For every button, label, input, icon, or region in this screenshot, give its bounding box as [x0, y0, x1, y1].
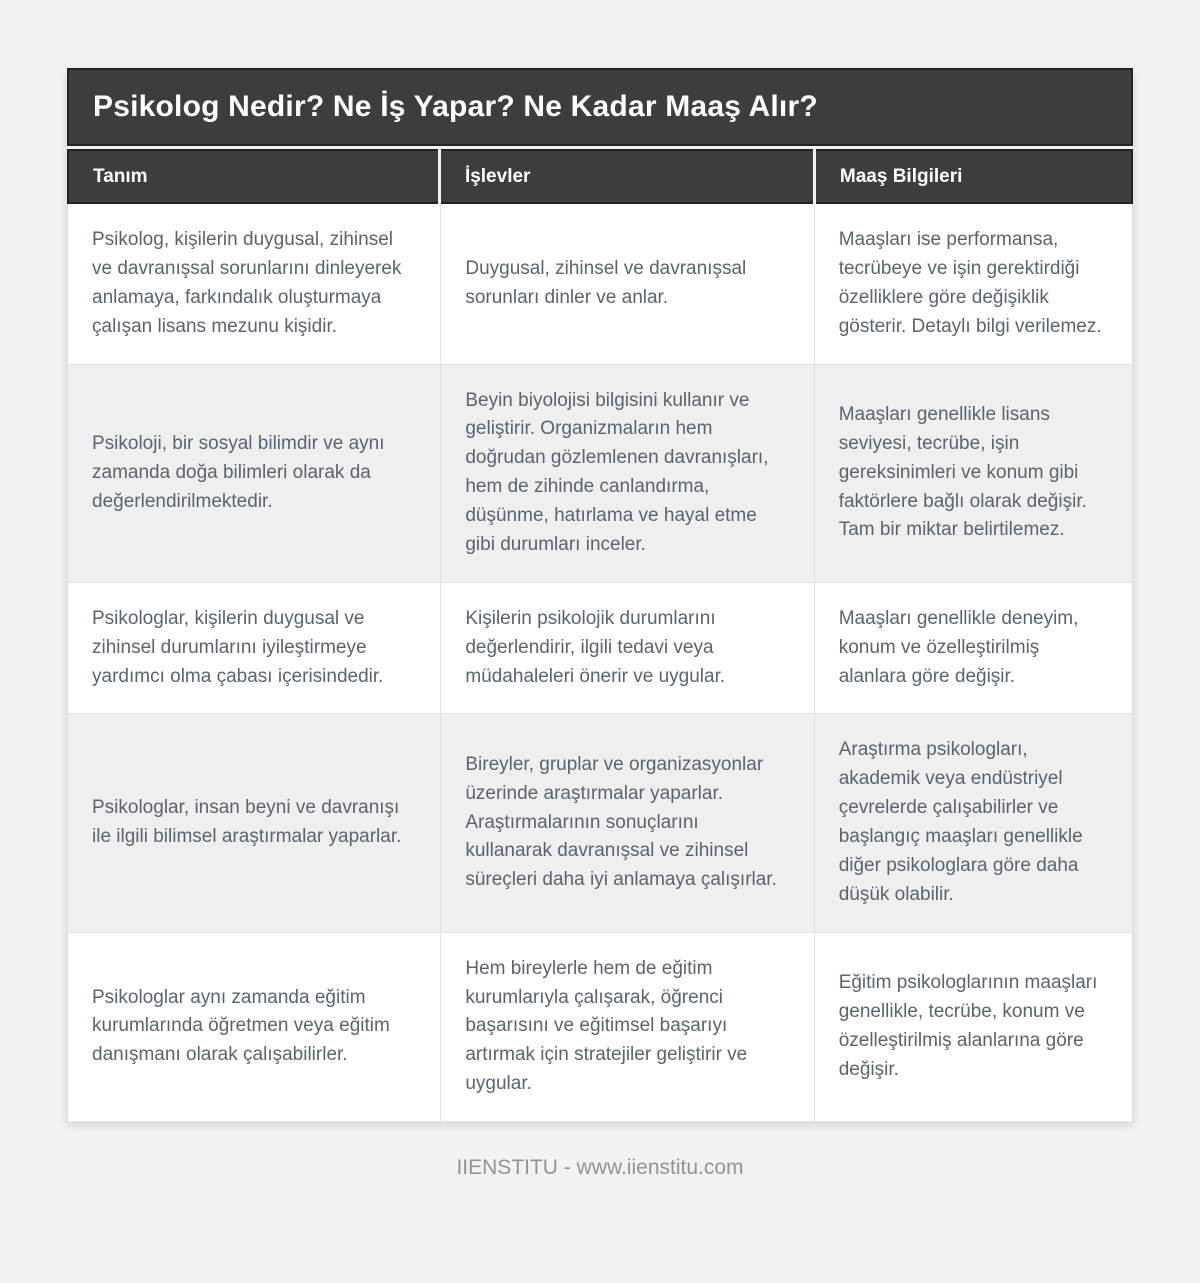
table-row — [68, 364, 1132, 582]
table-cell: Kişilerin psikolojik durumlarını değerlendirir, ilgili tedavi veya müdahaleleri önerir ve uygular. — [440, 583, 813, 714]
table-body — [67, 204, 1133, 1122]
table-cell: Araştırma psikologları, akademik veya endüstriyel çevrelerde çalışabilirler ve başlangıç maaşları genellikle diğer psikologlara göre daha düşük olabilir. — [814, 714, 1132, 931]
title-bar — [67, 68, 1133, 146]
table-row — [68, 932, 1132, 1121]
column-header-maas-bilgileri: Maaş Bilgileri — [816, 149, 1133, 204]
page-title: Psikolog Nedir? Ne İş Yapar? Ne Kadar Maaş Alır? — [93, 90, 818, 123]
column-header-tanim: Tanım — [67, 149, 438, 204]
table-cell: Psikolog, kişilerin duygusal, zihinsel ve davranışsal sorunlarını dinleyerek anlamaya, farkındalık oluşturmaya çalışan lisans mezunu kişidir. — [68, 204, 440, 364]
table-cell: Duygusal, zihinsel ve davranışsal sorunları dinler ve anlar. — [440, 204, 813, 364]
column-header-islevler: İşlevler — [441, 149, 813, 204]
info-table-board — [67, 68, 1133, 1122]
footer-credit: IIENSTITU - www.iienstitu.com — [456, 1156, 744, 1179]
table-cell: Psikologlar, insan beyni ve davranışı ile ilgili bilimsel araştırmalar yaparlar. — [68, 714, 440, 931]
table-cell: Bireyler, gruplar ve organizasyonlar üzerinde araştırmalar yaparlar. Araştırmalarının sonuçlarını kullanarak davranışsal ve zihinsel süreçleri daha iyi anlamaya çalışırlar. — [440, 714, 813, 931]
table-cell: Hem bireylerle hem de eğitim kurumlarıyla çalışarak, öğrenci başarısını ve eğitimsel başarıyı artırmak için stratejiler geliştirir ve uygular. — [440, 933, 813, 1121]
table-cell: Maaşları ise performansa, tecrübeye ve işin gerektirdiği özelliklere göre değişiklik gösterir. Detaylı bilgi verilemez. — [814, 204, 1132, 364]
table-cell: Maaşları genellikle deneyim, konum ve özelleştirilmiş alanlara göre değişir. — [814, 583, 1132, 714]
table-cell: Beyin biyolojisi bilgisini kullanır ve geliştirir. Organizmaların hem doğrudan gözlemlenen davranışları, hem de zihinde canlandırma, düşünme, hatırlama ve hayal etme gibi durumları inceler. — [440, 365, 813, 582]
table-cell: Eğitim psikologlarının maaşları genellikle, tecrübe, konum ve özelleştirilmiş alanlarına göre değişir. — [814, 933, 1132, 1121]
table-cell: Maaşları genellikle lisans seviyesi, tecrübe, işin gereksinimleri ve konum gibi faktörlere bağlı olarak değişir. Tam bir miktar belirtilemez. — [814, 365, 1132, 582]
table-row — [68, 204, 1132, 364]
table-header-row — [67, 149, 1133, 204]
table-row — [68, 713, 1132, 931]
table-cell: Psikologlar aynı zamanda eğitim kurumlarında öğretmen veya eğitim danışmanı olarak çalışabilirler. — [68, 933, 440, 1121]
table-cell: Psikoloji, bir sosyal bilimdir ve aynı zamanda doğa bilimleri olarak da değerlendirilmektedir. — [68, 365, 440, 582]
table-row — [68, 582, 1132, 714]
table-cell: Psikologlar, kişilerin duygusal ve zihinsel durumlarını iyileştirmeye yardımcı olma çabası içerisindedir. — [68, 583, 440, 714]
